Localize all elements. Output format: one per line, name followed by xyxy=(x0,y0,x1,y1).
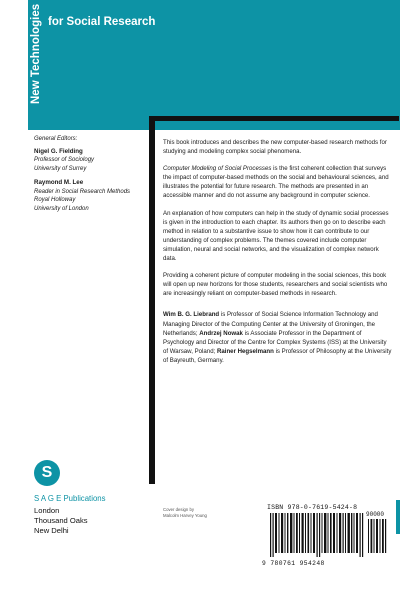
barcode-graphic xyxy=(268,513,388,557)
logo-letter: S xyxy=(41,464,53,481)
editor-title: Reader in Social Research Methods xyxy=(34,188,131,195)
blurb-paragraph: Providing a coherent picture of computer modeling in the social sciences, this book will open up new horizons for those students, researchers and social scientists who are increasingly reliant on computer-based methods in research. xyxy=(163,272,388,298)
barcode-addon: 90000 xyxy=(366,511,385,518)
general-editors xyxy=(34,135,146,219)
blurb xyxy=(163,138,392,373)
editor-name: Raymond M. Lee xyxy=(34,179,84,186)
blurb-paragraph xyxy=(163,164,392,200)
publisher-city: London xyxy=(34,506,60,515)
publisher-name: S A G E Publications xyxy=(34,494,106,503)
blurb-paragraph: This book introduces and describes the new computer-based research methods for studying and modeling complex social phenomena. xyxy=(163,139,387,156)
cover-credit xyxy=(163,507,253,519)
publisher-block xyxy=(34,494,144,536)
barcode xyxy=(268,513,388,567)
editor-entry xyxy=(34,148,146,174)
author-bio: is Professor of Philosophy at the University of Bayreuth, Germany. xyxy=(163,347,392,364)
publisher-city: Thousand Oaks xyxy=(34,516,88,525)
author-bios xyxy=(163,310,392,365)
edge-strip xyxy=(396,500,400,534)
publisher-city: New Delhi xyxy=(34,526,69,535)
editor-affiliation: University of London xyxy=(34,205,89,212)
isbn-label: ISBN 978-0-7619-5424-8 xyxy=(267,504,358,511)
credit-line: Malcolm Harvey Young xyxy=(163,512,207,518)
series-name-horizontal: for Social Research xyxy=(48,16,156,28)
blurb-text: is the first coherent collection that surveys the impact of computer-based methods on the social and behavioural sciences, and illustrates the potential for future research. The methods are presented in an accessible manner and do not assume any background in computer science. xyxy=(163,165,389,200)
blurb-paragraph: An explanation of how computers can help in the study of dynamic social processes is given in the introduction to each chapter. Its authors then go on to describe each method in relation to a substantive issue to show how it can contribute to our understanding of complex problems. The themes covered include computer simulation, neural and social networks, and the visualization of complex network data. xyxy=(163,209,389,263)
horizontal-rule xyxy=(149,116,399,121)
editor-entry xyxy=(34,179,146,213)
left-margin xyxy=(0,0,30,600)
author-name: Andrzej Nowak xyxy=(199,329,243,337)
sage-logo-icon xyxy=(34,460,60,486)
author-name: Rainer Hegselmann xyxy=(216,347,274,355)
author-name: Wim B. G. Liebrand xyxy=(163,311,220,319)
editor-name: Nigel G. Fielding xyxy=(34,147,83,155)
author-bio: is Associate Professor in the Department of Psychology and Director of the Centre for Complex Systems (ISS) at the University of Warsaw, Poland; xyxy=(163,329,387,355)
book-title: Computer Modeling of Social Processes xyxy=(163,165,272,173)
editor-affiliation: Royal Holloway xyxy=(34,197,76,203)
editor-affiliation: University of Surrey xyxy=(34,165,87,172)
editor-title: Professor of Sociology xyxy=(34,157,95,163)
author-bio: is Professor of Social Science Information Technology and Managing Director of the Computing Center at the University of Groningen, the Netherlands; xyxy=(163,311,378,337)
barcode-number: 9 780761 954248 xyxy=(262,560,325,567)
series-name-vertical: New Technologies xyxy=(30,4,42,105)
editors-label: General Editors: xyxy=(34,136,78,142)
credit-line: Cover design by xyxy=(163,507,195,512)
vertical-rule xyxy=(149,116,155,484)
